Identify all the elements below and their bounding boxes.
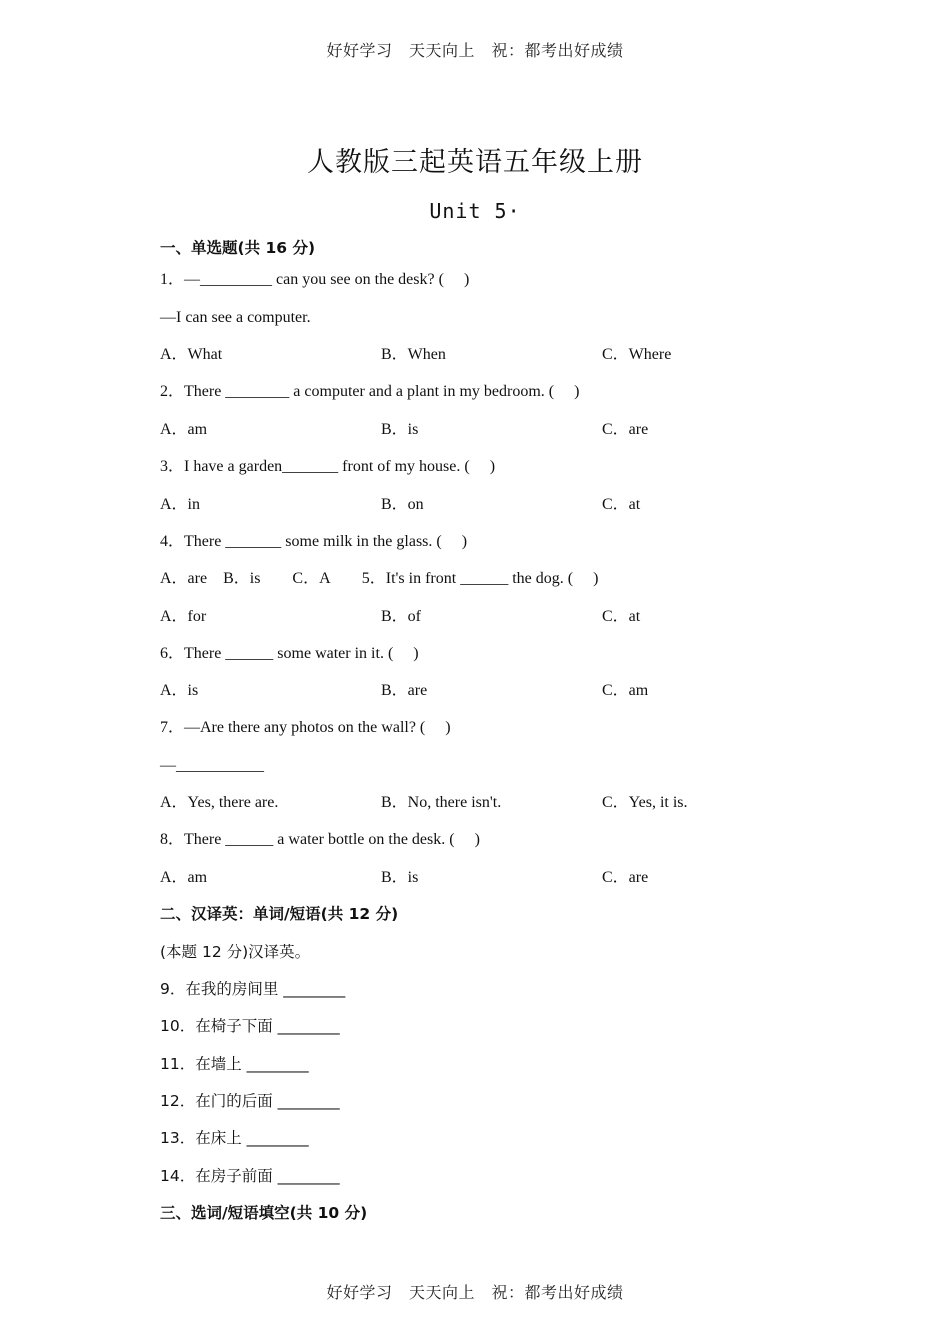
question-2-option-b: B．is: [381, 421, 419, 438]
question-8-stem: 8．There ______ a water bottle on the desk. ( ): [160, 831, 480, 848]
section-heading-2: 二、汉译英：单词/短语(共 12 分): [160, 905, 399, 923]
page-footer: 好好学习 天天向上 祝：都考出好成绩: [326, 1283, 624, 1302]
translation-item-12: 12．在门的后面 ________: [160, 1092, 340, 1110]
question-8-option-c: C．are: [602, 869, 649, 886]
question-8-option-a: A．am: [160, 869, 208, 886]
question-6-stem: 6．There ______ some water in it. ( ): [160, 645, 419, 662]
question-4-stem: 4．There _______ some milk in the glass. ( ): [160, 533, 468, 550]
question-5-option-b: B．of: [381, 608, 422, 625]
question-6-option-b: B．are: [381, 682, 428, 699]
question-7-option-b: B．No, there isn't.: [381, 794, 502, 811]
question-1-stem: 1．—_________ can you see on the desk? ( ): [160, 271, 470, 288]
section-heading-3: 三、选词/短语填空(共 10 分): [160, 1204, 368, 1222]
question-1-option-a: A．What: [160, 346, 223, 363]
question-8-option-b: B．is: [381, 869, 419, 886]
translation-item-13: 13．在床上 ________: [160, 1129, 309, 1147]
question-4-options-and-question-5-stem: A．are B．is C．A 5．It's in front ______ the dog. ( ): [160, 570, 599, 587]
question-1-option-b: B．When: [381, 346, 446, 363]
question-2-option-c: C．are: [602, 421, 649, 438]
question-3-stem: 3．I have a garden_______ front of my house. ( ): [160, 458, 496, 475]
question-3-option-a: A．in: [160, 496, 201, 513]
question-7-stem: 7．—Are there any photos on the wall? ( ): [160, 719, 451, 736]
question-5-option-c: C．at: [602, 608, 641, 625]
translation-item-9: 9．在我的房间里 ________: [160, 980, 346, 998]
section-2-note: (本题 12 分)汉译英。: [160, 943, 311, 961]
section-heading-1: 一、单选题(共 16 分): [160, 239, 316, 257]
question-5-option-a: A．for: [160, 608, 207, 625]
question-3-option-b: B．on: [381, 496, 424, 513]
page-header: 好好学习 天天向上 祝：都考出好成绩: [326, 41, 624, 60]
question-6-option-c: C．am: [602, 682, 649, 699]
question-6-option-a: A．is: [160, 682, 199, 699]
question-1-option-c: C．Where: [602, 346, 672, 363]
translation-item-14: 14．在房子前面 ________: [160, 1167, 340, 1185]
question-7-line2: —___________: [160, 757, 264, 774]
question-7-option-c: C．Yes, it is.: [602, 794, 688, 811]
question-3-option-c: C．at: [602, 496, 641, 513]
question-7-option-a: A．Yes, there are.: [160, 794, 279, 811]
page-title: 人教版三起英语五年级上册: [307, 147, 643, 178]
question-1-line2: —I can see a computer.: [160, 309, 311, 326]
page-subtitle: Unit 5·: [429, 199, 521, 223]
question-2-stem: 2．There ________ a computer and a plant in my bedroom. ( ): [160, 383, 580, 400]
question-2-option-a: A．am: [160, 421, 208, 438]
translation-item-11: 11．在墙上 ________: [160, 1055, 309, 1073]
translation-item-10: 10．在椅子下面 ________: [160, 1017, 340, 1035]
